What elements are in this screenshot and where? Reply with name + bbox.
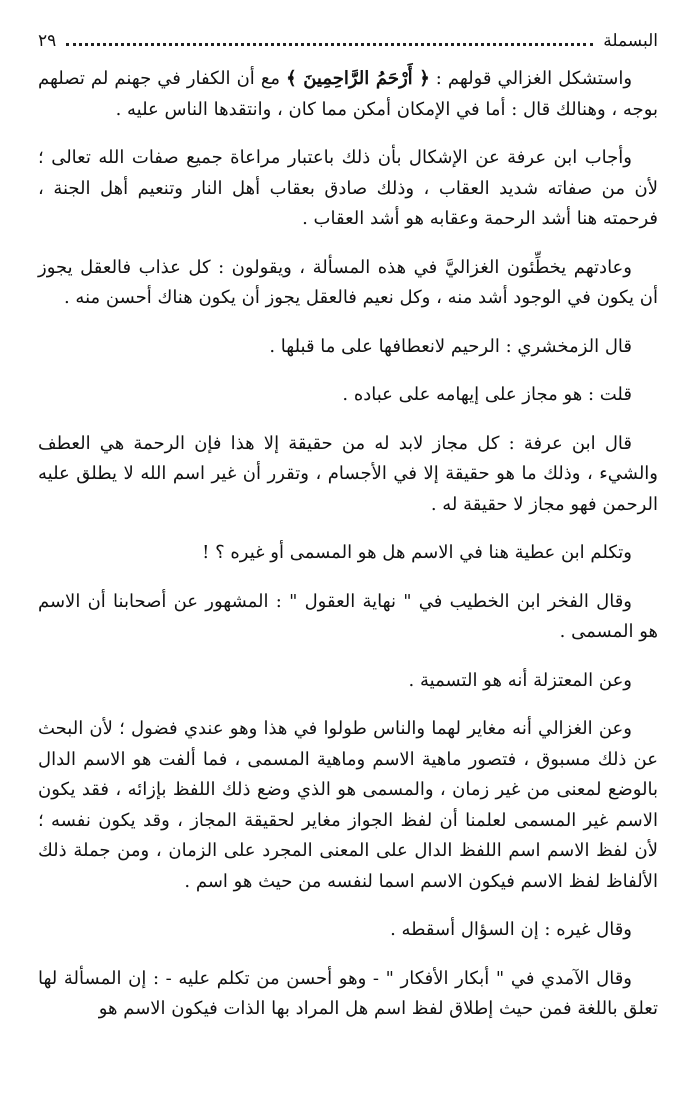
paragraph: وأجاب ابن عرفة عن الإشكال بأن ذلك باعتبار مراعاة جميع صفات الله تعالى ؛ لأن من صفاته شديد العقاب ، وذلك صادق بعقاب أهل النار وتنعيم أهل الجنة ، فرحمته هنا أشد الرحمة وعقابه هو أشد العقاب . — [38, 147, 658, 229]
paragraph: وقال الفخر ابن الخطيب في " نهاية العقول " : المشهور عن أصحابنا أن الاسم هو المسمى . — [38, 590, 658, 642]
paragraph-text: مع أن الكفار في جهنم لم تصلهم بوجه ، وهنالك قال : أما في الإمكان أمكن مما كان ، وانتقدها الناس عليه . — [38, 68, 658, 120]
quran-quote: ﴿ أَرْحَمُ الرَّاحِمِينَ ﴾ — [286, 68, 430, 89]
paragraph: وعن الغزالي أنه مغاير لهما والناس طولوا في هذا وهو عندي فضول ؛ لأن البحث عن ذلك مسبوق ، فتصور ماهية الاسم وماهية المسمى ، فما ألفت هو الاسم الدال بالوضع لمعنى من غير زمان ، والمسمى هو الذي وضع ذلك اللفظ بإزائه ، فقد يكون الاسم غير المسمى لعلمنا أن لفظ الجواز مغاير لحقيقة المجاز ، وقد يكون نفسه ؛ لأن لفظ الاسم اسم اللفظ الدال على المعنى المجرد على الزمان ، ومن جملة ذلك الألفاظ لفظ الاسم فيكون الاسم اسما لنفسه من حيث هو اسم . — [38, 718, 658, 892]
page-number: ٢٩ — [38, 31, 57, 51]
running-head-title: البسملة — [603, 31, 658, 51]
paragraph: وعن المعتزلة أنه هو التسمية . — [408, 669, 632, 691]
paragraph: وقال الآمدي في " أبكار الأفكار " - وهو أحسن من تكلم عليه - : إن المسألة لها تعلق باللغة فمن حيث إطلاق لفظ اسم هل المراد بها الذات فيكون الاسم هو — [38, 967, 658, 1019]
dotted-rule — [66, 42, 593, 46]
paragraph: وقال غيره : إن السؤال أسقطه . — [390, 919, 632, 940]
paragraph — [38, 64, 658, 125]
paragraph: قال الزمخشري : الرحيم لانعطافها على ما قبلها . — [269, 335, 632, 357]
paragraph: قلت : هو مجاز على إيهامه على عباده . — [342, 384, 632, 405]
paragraph-text: واستشكل الغزالي قولهم : — [429, 68, 633, 89]
page-body — [38, 64, 658, 1025]
paragraph: وتكلم ابن عطية هنا في الاسم هل هو المسمى أو غيره ؟ ! — [202, 542, 632, 563]
paragraph: وعادتهم يخطِّئون الغزاليَّ في هذه المسألة ، ويقولون : كل عذاب فالعقل يجوز أن يكون في الوجود أشد منه ، وكل نعيم فالعقل يجوز أن يكون هناك أحسن منه . — [38, 256, 658, 308]
paragraph: قال ابن عرفة : كل مجاز لابد له من حقيقة إلا هذا فإن الرحمة هي العطف والشيء ، وذلك ما هو حقيقة إلا في الأجسام ، وتقرر أن غير اسم الله لا يطلق عليه الرحمن فهو مجاز لا حقيقة له . — [38, 432, 658, 515]
running-head — [38, 28, 658, 52]
